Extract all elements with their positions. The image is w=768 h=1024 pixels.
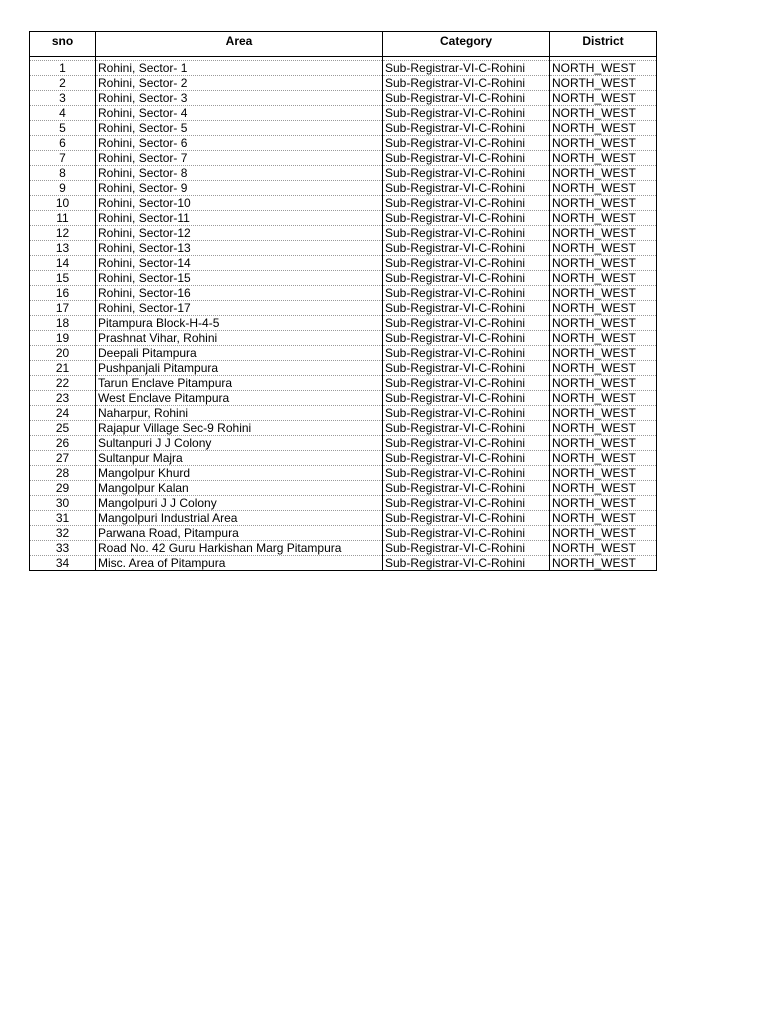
cell-district: NORTH_WEST bbox=[550, 301, 657, 316]
table-row bbox=[30, 391, 657, 406]
cell-category: Sub-Registrar-VI-C-Rohini bbox=[383, 136, 550, 151]
cell-category: Sub-Registrar-VI-C-Rohini bbox=[383, 271, 550, 286]
cell-sno: 23 bbox=[30, 391, 96, 406]
cell-district: NORTH_WEST bbox=[550, 121, 657, 136]
cell-district: NORTH_WEST bbox=[550, 406, 657, 421]
table-row bbox=[30, 481, 657, 496]
cell-district: NORTH_WEST bbox=[550, 61, 657, 76]
cell-district: NORTH_WEST bbox=[550, 271, 657, 286]
spreadsheet-sheet bbox=[29, 31, 657, 571]
table-row bbox=[30, 286, 657, 301]
cell-area: Pitampura Block-H-4-5 bbox=[96, 316, 383, 331]
cell-area: Rohini, Sector-16 bbox=[96, 286, 383, 301]
cell-sno: 14 bbox=[30, 256, 96, 271]
cell-sno: 28 bbox=[30, 466, 96, 481]
cell-area: Sultanpuri J J Colony bbox=[96, 436, 383, 451]
cell-area: West Enclave Pitampura bbox=[96, 391, 383, 406]
cell-district: NORTH_WEST bbox=[550, 541, 657, 556]
cell-sno: 13 bbox=[30, 241, 96, 256]
table-row bbox=[30, 136, 657, 151]
cell-category: Sub-Registrar-VI-C-Rohini bbox=[383, 61, 550, 76]
cell-area: Rohini, Sector- 2 bbox=[96, 76, 383, 91]
header-sno: sno bbox=[30, 32, 96, 57]
cell-district: NORTH_WEST bbox=[550, 166, 657, 181]
cell-category: Sub-Registrar-VI-C-Rohini bbox=[383, 106, 550, 121]
cell-area: Rohini, Sector-10 bbox=[96, 196, 383, 211]
header-row bbox=[30, 32, 657, 57]
table-row bbox=[30, 196, 657, 211]
cell-area: Rohini, Sector-12 bbox=[96, 226, 383, 241]
table-row bbox=[30, 406, 657, 421]
cell-sno: 25 bbox=[30, 421, 96, 436]
cell-category: Sub-Registrar-VI-C-Rohini bbox=[383, 196, 550, 211]
cell-sno: 20 bbox=[30, 346, 96, 361]
cell-sno: 24 bbox=[30, 406, 96, 421]
cell-area: Rohini, Sector-11 bbox=[96, 211, 383, 226]
cell-sno: 33 bbox=[30, 541, 96, 556]
cell-area: Rohini, Sector- 4 bbox=[96, 106, 383, 121]
cell-sno: 21 bbox=[30, 361, 96, 376]
cell-district: NORTH_WEST bbox=[550, 316, 657, 331]
cell-category: Sub-Registrar-VI-C-Rohini bbox=[383, 421, 550, 436]
cell-district: NORTH_WEST bbox=[550, 481, 657, 496]
cell-category: Sub-Registrar-VI-C-Rohini bbox=[383, 226, 550, 241]
cell-area: Rohini, Sector- 5 bbox=[96, 121, 383, 136]
cell-category: Sub-Registrar-VI-C-Rohini bbox=[383, 346, 550, 361]
cell-sno: 32 bbox=[30, 526, 96, 541]
cell-district: NORTH_WEST bbox=[550, 106, 657, 121]
cell-sno: 18 bbox=[30, 316, 96, 331]
cell-category: Sub-Registrar-VI-C-Rohini bbox=[383, 91, 550, 106]
cell-category: Sub-Registrar-VI-C-Rohini bbox=[383, 121, 550, 136]
table-row bbox=[30, 241, 657, 256]
cell-category: Sub-Registrar-VI-C-Rohini bbox=[383, 256, 550, 271]
cell-district: NORTH_WEST bbox=[550, 511, 657, 526]
cell-district: NORTH_WEST bbox=[550, 76, 657, 91]
table-row bbox=[30, 496, 657, 511]
cell-district: NORTH_WEST bbox=[550, 346, 657, 361]
table-row bbox=[30, 271, 657, 286]
cell-district: NORTH_WEST bbox=[550, 331, 657, 346]
cell-sno: 3 bbox=[30, 91, 96, 106]
table-body bbox=[30, 57, 657, 571]
cell-category: Sub-Registrar-VI-C-Rohini bbox=[383, 301, 550, 316]
cell-area: Mangolpuri Industrial Area bbox=[96, 511, 383, 526]
cell-district: NORTH_WEST bbox=[550, 451, 657, 466]
table-row bbox=[30, 106, 657, 121]
cell-category: Sub-Registrar-VI-C-Rohini bbox=[383, 181, 550, 196]
cell-area: Rohini, Sector- 7 bbox=[96, 151, 383, 166]
cell-category: Sub-Registrar-VI-C-Rohini bbox=[383, 451, 550, 466]
area-table bbox=[29, 31, 657, 571]
cell-area: Pushpanjali Pitampura bbox=[96, 361, 383, 376]
cell-area: Rohini, Sector- 3 bbox=[96, 91, 383, 106]
cell-area: Rohini, Sector- 9 bbox=[96, 181, 383, 196]
cell-area: Mangolpuri J J Colony bbox=[96, 496, 383, 511]
cell-category: Sub-Registrar-VI-C-Rohini bbox=[383, 376, 550, 391]
table-row bbox=[30, 361, 657, 376]
cell-area: Parwana Road, Pitampura bbox=[96, 526, 383, 541]
table-row bbox=[30, 451, 657, 466]
cell-category: Sub-Registrar-VI-C-Rohini bbox=[383, 76, 550, 91]
cell-district: NORTH_WEST bbox=[550, 496, 657, 511]
cell-sno: 7 bbox=[30, 151, 96, 166]
cell-district: NORTH_WEST bbox=[550, 91, 657, 106]
cell-category: Sub-Registrar-VI-C-Rohini bbox=[383, 541, 550, 556]
cell-area: Mangolpur Khurd bbox=[96, 466, 383, 481]
cell-sno: 19 bbox=[30, 331, 96, 346]
cell-district: NORTH_WEST bbox=[550, 241, 657, 256]
cell-area: Rohini, Sector-13 bbox=[96, 241, 383, 256]
cell-category: Sub-Registrar-VI-C-Rohini bbox=[383, 511, 550, 526]
cell-area: Rohini, Sector-14 bbox=[96, 256, 383, 271]
table-row bbox=[30, 376, 657, 391]
cell-category: Sub-Registrar-VI-C-Rohini bbox=[383, 466, 550, 481]
cell-district: NORTH_WEST bbox=[550, 196, 657, 211]
cell-sno: 9 bbox=[30, 181, 96, 196]
cell-district: NORTH_WEST bbox=[550, 181, 657, 196]
cell-category: Sub-Registrar-VI-C-Rohini bbox=[383, 286, 550, 301]
cell-area: Rohini, Sector- 1 bbox=[96, 61, 383, 76]
cell-area: Sultanpur Majra bbox=[96, 451, 383, 466]
cell-category: Sub-Registrar-VI-C-Rohini bbox=[383, 391, 550, 406]
cell-district: NORTH_WEST bbox=[550, 226, 657, 241]
table-row bbox=[30, 541, 657, 556]
table-row bbox=[30, 226, 657, 241]
table-row bbox=[30, 181, 657, 196]
cell-category: Sub-Registrar-VI-C-Rohini bbox=[383, 316, 550, 331]
cell-district: NORTH_WEST bbox=[550, 466, 657, 481]
cell-sno: 30 bbox=[30, 496, 96, 511]
cell-sno: 26 bbox=[30, 436, 96, 451]
table-row bbox=[30, 166, 657, 181]
cell-sno: 34 bbox=[30, 556, 96, 571]
cell-area: Rohini, Sector-15 bbox=[96, 271, 383, 286]
cell-category: Sub-Registrar-VI-C-Rohini bbox=[383, 211, 550, 226]
table-row bbox=[30, 301, 657, 316]
header-district: District bbox=[550, 32, 657, 57]
cell-district: NORTH_WEST bbox=[550, 286, 657, 301]
cell-category: Sub-Registrar-VI-C-Rohini bbox=[383, 556, 550, 571]
cell-sno: 31 bbox=[30, 511, 96, 526]
cell-district: NORTH_WEST bbox=[550, 436, 657, 451]
cell-category: Sub-Registrar-VI-C-Rohini bbox=[383, 481, 550, 496]
table-row bbox=[30, 211, 657, 226]
table-row bbox=[30, 511, 657, 526]
table-row bbox=[30, 76, 657, 91]
cell-category: Sub-Registrar-VI-C-Rohini bbox=[383, 151, 550, 166]
cell-area: Prashnat Vihar, Rohini bbox=[96, 331, 383, 346]
table-row bbox=[30, 556, 657, 571]
cell-sno: 22 bbox=[30, 376, 96, 391]
table-row bbox=[30, 346, 657, 361]
table-row bbox=[30, 331, 657, 346]
table-row bbox=[30, 91, 657, 106]
cell-sno: 27 bbox=[30, 451, 96, 466]
table-row bbox=[30, 61, 657, 76]
table-row bbox=[30, 121, 657, 136]
cell-area: Naharpur, Rohini bbox=[96, 406, 383, 421]
cell-district: NORTH_WEST bbox=[550, 526, 657, 541]
cell-sno: 15 bbox=[30, 271, 96, 286]
cell-sno: 11 bbox=[30, 211, 96, 226]
cell-district: NORTH_WEST bbox=[550, 556, 657, 571]
cell-area: Tarun Enclave Pitampura bbox=[96, 376, 383, 391]
table-row bbox=[30, 316, 657, 331]
cell-area: Rohini, Sector- 6 bbox=[96, 136, 383, 151]
cell-district: NORTH_WEST bbox=[550, 391, 657, 406]
cell-district: NORTH_WEST bbox=[550, 256, 657, 271]
cell-area: Mangolpur Kalan bbox=[96, 481, 383, 496]
table-row bbox=[30, 151, 657, 166]
cell-sno: 8 bbox=[30, 166, 96, 181]
cell-district: NORTH_WEST bbox=[550, 376, 657, 391]
cell-sno: 16 bbox=[30, 286, 96, 301]
cell-category: Sub-Registrar-VI-C-Rohini bbox=[383, 436, 550, 451]
cell-area: Rohini, Sector-17 bbox=[96, 301, 383, 316]
table-row bbox=[30, 256, 657, 271]
cell-sno: 2 bbox=[30, 76, 96, 91]
cell-category: Sub-Registrar-VI-C-Rohini bbox=[383, 526, 550, 541]
cell-area: Rohini, Sector- 8 bbox=[96, 166, 383, 181]
cell-category: Sub-Registrar-VI-C-Rohini bbox=[383, 241, 550, 256]
cell-sno: 10 bbox=[30, 196, 96, 211]
table-row bbox=[30, 421, 657, 436]
cell-category: Sub-Registrar-VI-C-Rohini bbox=[383, 361, 550, 376]
cell-sno: 17 bbox=[30, 301, 96, 316]
header-category: Category bbox=[383, 32, 550, 57]
cell-district: NORTH_WEST bbox=[550, 151, 657, 166]
cell-district: NORTH_WEST bbox=[550, 421, 657, 436]
table-header bbox=[30, 32, 657, 57]
cell-area: Road No. 42 Guru Harkishan Marg Pitampura bbox=[96, 541, 383, 556]
cell-sno: 6 bbox=[30, 136, 96, 151]
cell-area: Misc. Area of Pitampura bbox=[96, 556, 383, 571]
cell-sno: 5 bbox=[30, 121, 96, 136]
table-row bbox=[30, 436, 657, 451]
cell-category: Sub-Registrar-VI-C-Rohini bbox=[383, 331, 550, 346]
cell-area: Rajapur Village Sec-9 Rohini bbox=[96, 421, 383, 436]
cell-category: Sub-Registrar-VI-C-Rohini bbox=[383, 166, 550, 181]
cell-area: Deepali Pitampura bbox=[96, 346, 383, 361]
cell-sno: 29 bbox=[30, 481, 96, 496]
cell-district: NORTH_WEST bbox=[550, 211, 657, 226]
cell-category: Sub-Registrar-VI-C-Rohini bbox=[383, 496, 550, 511]
cell-district: NORTH_WEST bbox=[550, 361, 657, 376]
cell-sno: 12 bbox=[30, 226, 96, 241]
cell-sno: 1 bbox=[30, 61, 96, 76]
table-row bbox=[30, 466, 657, 481]
cell-sno: 4 bbox=[30, 106, 96, 121]
table-row bbox=[30, 526, 657, 541]
header-area: Area bbox=[96, 32, 383, 57]
cell-category: Sub-Registrar-VI-C-Rohini bbox=[383, 406, 550, 421]
cell-district: NORTH_WEST bbox=[550, 136, 657, 151]
